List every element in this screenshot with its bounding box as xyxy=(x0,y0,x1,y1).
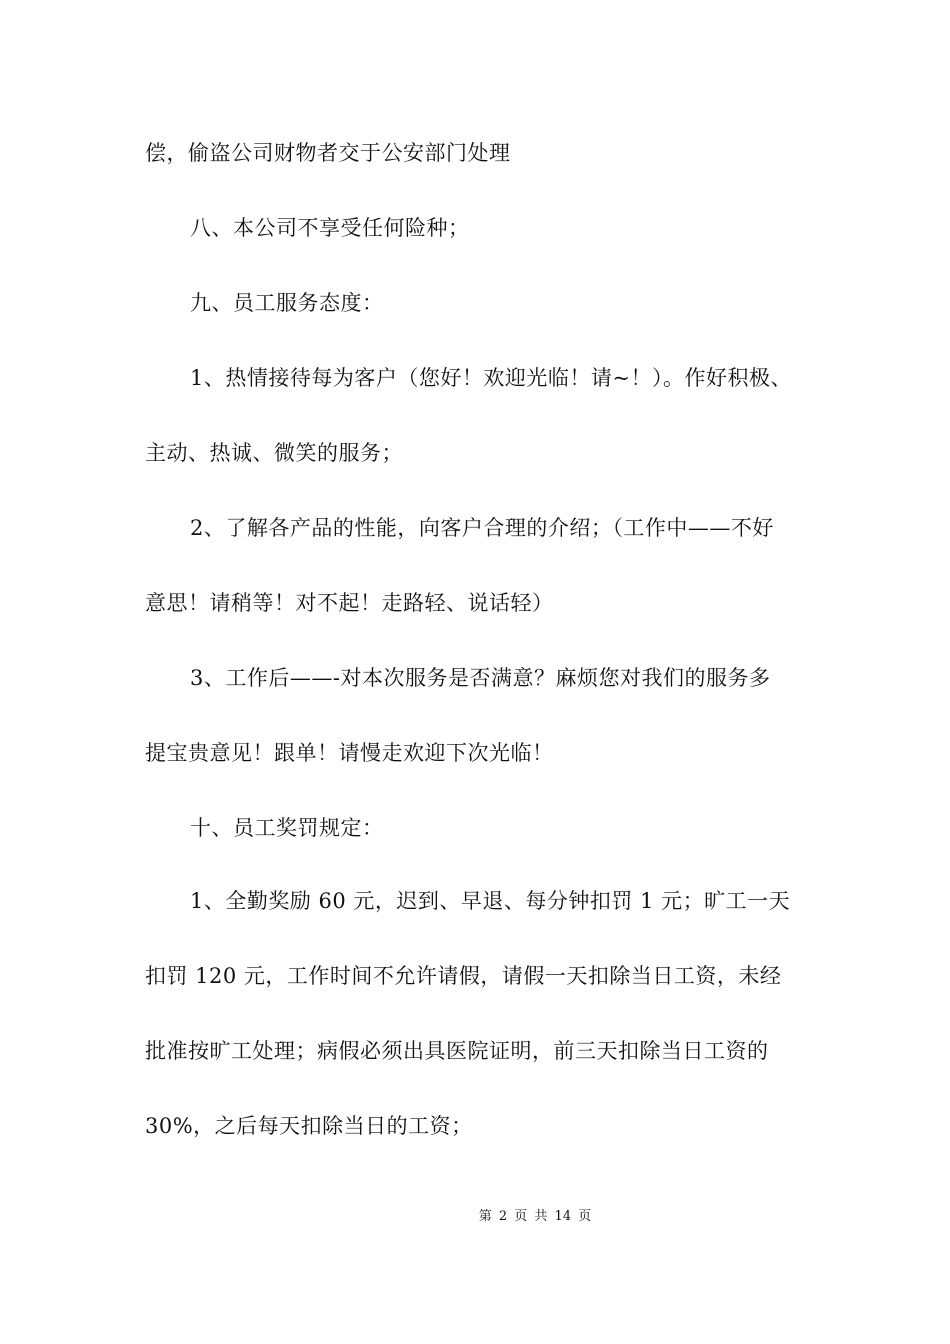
text-line: 意思！请稍等！对不起！走路轻、说话轻） xyxy=(145,591,554,615)
section-heading: 八、本公司不享受任何险种； xyxy=(190,216,470,240)
text-line: 2、了解各产品的性能，向客户合理的介绍；（工作中——不好 xyxy=(190,516,774,540)
text-line: 主动、热诚、微笑的服务； xyxy=(145,441,403,465)
text-line: 扣罚 120 元，工作时间不允许请假，请假一天扣除当日工资，未经 xyxy=(145,964,782,988)
section-heading: 十、员工奖罚规定： xyxy=(190,816,384,840)
text-line: 1、全勤奖励 60 元，迟到、早退、每分钟扣罚 1 元；旷工一天 xyxy=(190,889,791,913)
text-line: 30%，之后每天扣除当日的工资； xyxy=(145,1114,473,1138)
section-heading: 九、员工服务态度： xyxy=(190,291,384,315)
text-line: 3、工作后——-对本次服务是否满意？麻烦您对我们的服务多 xyxy=(190,666,771,690)
text-line: 批准按旷工处理；病假必须出具医院证明，前三天扣除当日工资的 xyxy=(145,1039,769,1063)
text-line: 偿，偷盗公司财物者交于公安部门处理 xyxy=(145,141,511,165)
text-line: 1、热情接待每为客户（您好！欢迎光临！请~！）。作好积极、 xyxy=(190,366,792,390)
page-number: 第 2 页 共 14 页 xyxy=(478,1209,592,1224)
text-line: 提宝贵意见！跟单！请慢走欢迎下次光临！ xyxy=(145,741,554,765)
